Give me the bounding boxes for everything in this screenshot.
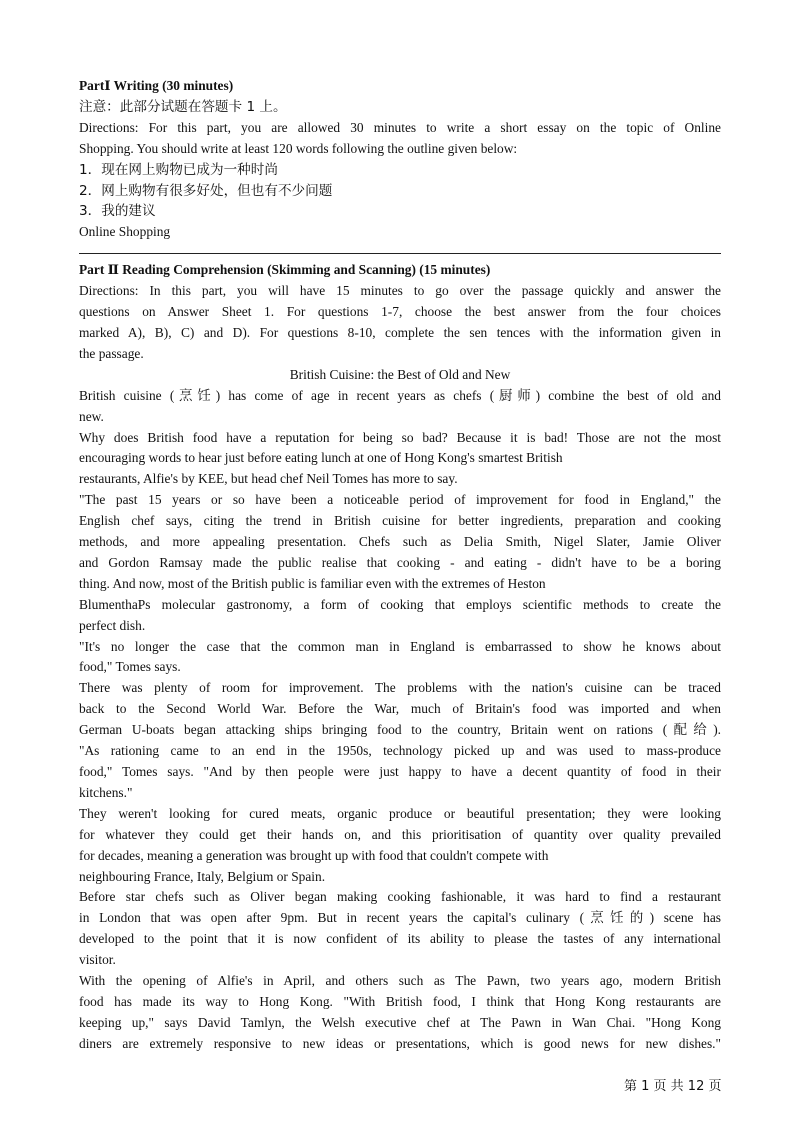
passage-line: BlumenthaPs molecular gastronomy, a form of cooking that employs scientific methods to create the <box>79 596 721 612</box>
part1-heading: PartⅠ Writing (30 minutes) <box>79 78 234 93</box>
passage-line: food," Tomes says. <box>79 659 181 675</box>
part2-directions-line: Directions: In this part, you will have 15 minutes to go over the passage quickly and answer the <box>79 283 721 299</box>
passage-line: With the opening of Alfie's in April, and others such as The Pawn, two years ago, modern British <box>79 973 721 989</box>
passage-line: thing. And now, most of the British public is familiar even with the extremes of Heston <box>79 575 546 591</box>
section-divider <box>79 253 721 254</box>
passage-line: and Gordon Ramsay made the public realise that cooking - and eating - didn't have to be a boring <box>79 554 721 570</box>
passage-line: developed to the point that it is now confident of its ability to please the tastes of any international <box>79 931 721 947</box>
exam-page <box>79 76 721 1055</box>
passage-line: back to the Second World War. Before the War, much of Britain's food was imported and when <box>79 701 721 717</box>
passage-line: Before star chefs such as Oliver began making cooking fashionable, it was hard to find a restaurant <box>79 889 721 905</box>
passage-line: food," Tomes says. "And by then people were just happy to have a decent quantity of food in their <box>79 764 721 779</box>
passage-line: keeping up," says David Tamlyn, the Welsh executive chef at The Pawn in Wan Chai. "Hong Kong <box>79 1014 721 1030</box>
passage-line: new. <box>79 408 104 424</box>
page-number: 第 1 页 共 12 页 <box>624 1079 722 1094</box>
passage-line: English chef says, citing the trend in British cuisine for better ingredients, preparation and cooking <box>79 513 721 529</box>
part1-directions-line: Directions: For this part, you are allowed 30 minutes to write a short essay on the topic of Online <box>79 119 721 135</box>
passage-line: "As rationing came to an end in the 1950s, technology picked up and was used to mass-produce <box>79 743 721 759</box>
passage-line: for whatever they could get their hands on, and this prioritisation of quantity over quality prevailed <box>79 826 721 842</box>
passage-line: methods, and more appealing presentation. Chefs such as Delia Smith, Nigel Slater, Jamie Oliver <box>79 534 721 550</box>
part1-note: 注意：此部分试题在答题卡 1 上。 <box>79 98 287 115</box>
passage-line: neighbouring France, Italy, Belgium or Spain. <box>79 868 326 884</box>
passage-line: They weren't looking for cured meats, organic produce or beautiful presentation; they were looking <box>79 805 721 821</box>
passage-line: German U-boats began attacking ships bringing food to the country, Britain went on rations (配给). <box>79 722 721 738</box>
passage-line: "It's no longer the case that the common man in England is embarrassed to show he knows about <box>79 638 721 654</box>
passage-title: British Cuisine: the Best of Old and New <box>289 366 511 382</box>
passage-line: kitchens." <box>79 784 133 800</box>
part1-directions-line: Shopping. You should write at least 120 words following the outline given below: <box>79 140 518 156</box>
passage-line: for decades, meaning a generation was brought up with food that couldn't compete with <box>79 847 549 863</box>
passage-line: perfect dish. <box>79 617 146 633</box>
part2-directions-line: questions on Answer Sheet 1. For questions 1-7, choose the best answer from the four choices <box>79 304 721 320</box>
outline-item: 1．现在网上购物已成为一种时尚 <box>79 161 278 178</box>
passage-line: "The past 15 years or so have been a noticeable period of improvement for food in England," the <box>79 492 721 508</box>
part2-heading: Part Ⅱ Reading Comprehension (Skimming and Scanning) (15 minutes) <box>79 262 491 278</box>
passage-line: restaurants, Alfie's by KEE, but head chef Neil Tomes has more to say. <box>79 471 458 487</box>
outline-item: 3．我的建议 <box>79 203 156 220</box>
passage-line: British cuisine (烹饪) has come of age in recent years as chefs (厨师) combine the best of old and <box>79 387 721 403</box>
passage-body <box>79 386 721 1055</box>
passage-line: in London that was open after 9pm. But in recent years the capital's culinary (烹饪的) scene has <box>79 910 721 926</box>
outline-item: 2．网上购物有很多好处，但也有不少问题 <box>79 182 333 199</box>
passage-line: food has made its way to Hong Kong. "With British food, I think that Hong Kong restaurants are <box>79 993 721 1009</box>
passage-line: diners are extremely responsive to new ideas or presentations, which is good news for new dishes." <box>79 1035 721 1051</box>
passage-line: encouraging words to hear just before eating lunch at one of Hong Kong's smartest British <box>79 450 563 466</box>
passage-line: visitor. <box>79 952 116 968</box>
passage-line: Why does British food have a reputation for being so bad? Because it is bad! Those are not the most <box>79 429 721 445</box>
part2-directions-line: marked A), B), C) and D). For questions 8-10, complete the sen tences with the information given in <box>79 324 721 340</box>
passage-line: There was plenty of room for improvement. The problems with the nation's cuisine can be traced <box>79 680 721 696</box>
essay-title: Online Shopping <box>79 224 171 240</box>
part2-directions-line: the passage. <box>79 345 144 361</box>
